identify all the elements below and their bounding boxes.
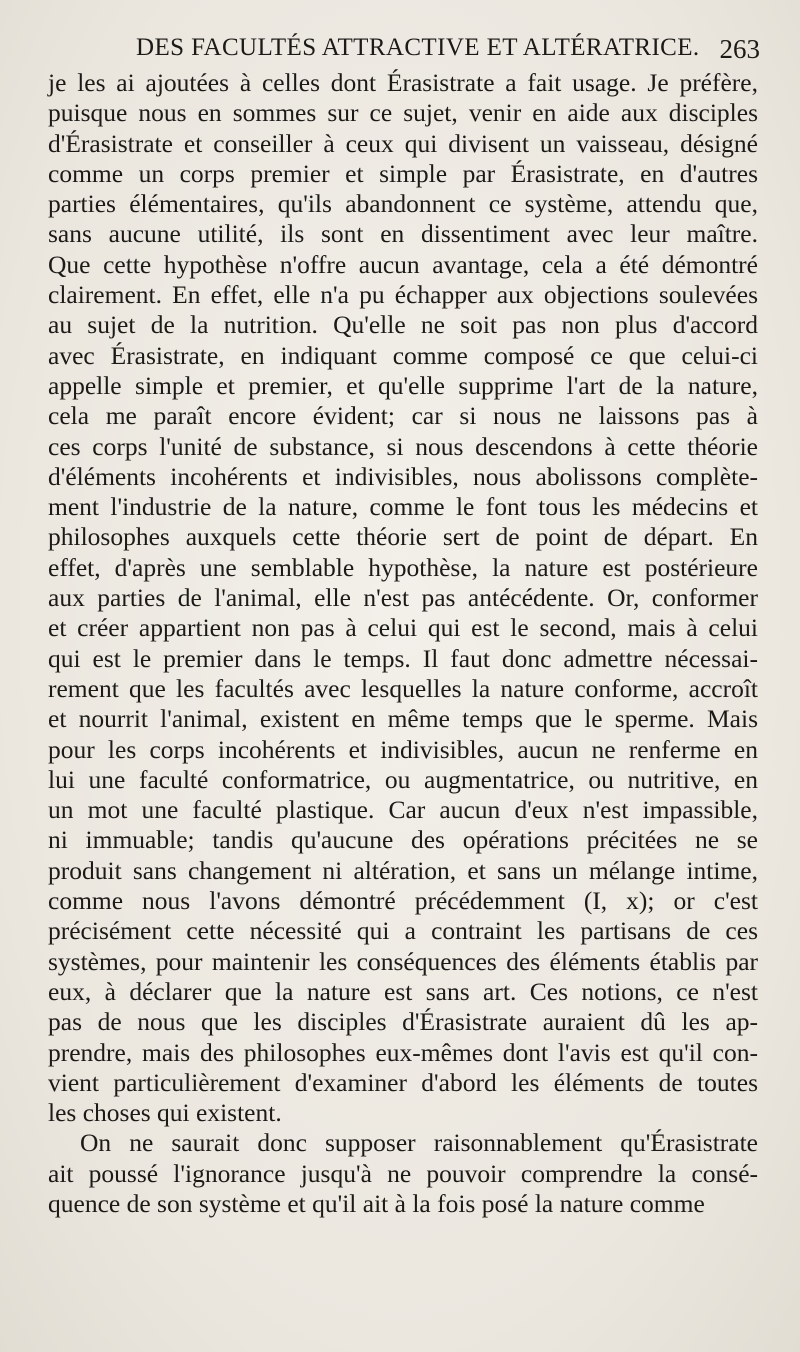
text-line: vient particulièrement d'examiner d'abord les éléments de toutes — [48, 1067, 758, 1097]
text-line: philosophes auxquels cette théorie sert de point de départ. En — [48, 522, 758, 552]
text-line: systèmes, pour maintenir les conséquences des éléments établis par — [48, 946, 758, 976]
text-line: prendre, mais des philosophes eux-mêmes dont l'avis est qu'il con- — [48, 1037, 758, 1067]
page-number: 263 — [719, 34, 760, 64]
text-line: effet, d'après une semblable hypothèse, la nature est postérieure — [48, 552, 758, 582]
text-line: lui une faculté conformatrice, ou augmentatrice, ou nutritive, en — [48, 764, 758, 794]
text-line: un mot une faculté plastique. Car aucun d'eux n'est impassible, — [48, 795, 758, 825]
text-line: et nourrit l'animal, existent en même temps que le sperme. Mais — [48, 704, 758, 734]
text-line: ment l'industrie de la nature, comme le font tous les médecins et — [48, 492, 758, 522]
text-line: quence de son système et qu'il ait à la fois posé la nature comme — [48, 1188, 705, 1218]
text-line: Que cette hypothèse n'offre aucun avantage, cela a été démontré — [48, 249, 758, 279]
text-line: sans aucune utilité, ils sont en dissentiment avec leur maître. — [48, 219, 758, 249]
text-line: pas de nous que les disciples d'Érasistrate auraient dû les ap- — [48, 1007, 758, 1037]
text-line: précisément cette nécessité qui a contraint les partisans de ces — [48, 916, 758, 946]
text-line: comme un corps premier et simple par Érasistrate, en d'autres — [48, 158, 758, 188]
text-line: pour les corps incohérents et indivisibles, aucun ne renferme en — [48, 734, 758, 764]
text-line: aux parties de l'animal, elle n'est pas antécédente. Or, conformer — [48, 583, 758, 613]
text-line: d'Érasistrate et conseiller à ceux qui divisent un vaisseau, désigné — [48, 128, 758, 158]
text-line: au sujet de la nutrition. Qu'elle ne soit pas non plus d'accord — [48, 310, 758, 340]
text-line: clairement. En effet, elle n'a pu échapper aux objections soulevées — [48, 280, 758, 310]
text-line: qui est le premier dans le temps. Il faut donc admettre nécessai- — [48, 643, 758, 673]
body-text — [48, 68, 758, 1219]
text-line: puisque nous en sommes sur ce sujet, venir en aide aux disciples — [48, 98, 758, 128]
text-line: je les ai ajoutées à celles dont Érasistrate a fait usage. Je préfère, — [48, 68, 758, 97]
text-line: et créer appartient non pas à celui qui est le second, mais à celui — [48, 613, 758, 643]
text-line: parties élémentaires, qu'ils abandonnent ce système, attendu que, — [48, 189, 758, 219]
text-line: eux, à déclarer que la nature est sans art. Ces notions, ce n'est — [48, 976, 758, 1006]
running-title: DES FACULTÉS ATTRACTIVE ET ALTÉRATRICE. — [136, 34, 700, 61]
running-head — [0, 30, 800, 66]
text-line: ces corps l'unité de substance, si nous descendons à cette théorie — [48, 431, 758, 461]
text-line: On ne saurait donc supposer raisonnablement qu'Érasistrate — [80, 1128, 758, 1158]
text-line: appelle simple et premier, et qu'elle supprime l'art de la nature, — [48, 370, 758, 400]
text-line: comme nous l'avons démontré précédemment (I, x); or c'est — [48, 886, 758, 916]
text-line: produit sans changement ni altération, et sans un mélange intime, — [48, 855, 758, 885]
text-line: ni immuable; tandis qu'aucune des opérations précitées ne se — [48, 825, 758, 855]
text-line: les choses qui existent. — [48, 1098, 282, 1128]
text-line: d'éléments incohérents et indivisibles, nous abolissons complète- — [48, 461, 758, 491]
text-line: avec Érasistrate, en indiquant comme composé ce que celui-ci — [48, 340, 758, 370]
text-line: ait poussé l'ignorance jusqu'à ne pouvoir comprendre la consé- — [48, 1158, 758, 1188]
text-line: rement que les facultés avec lesquelles la nature conforme, accroît — [48, 673, 758, 703]
text-line: cela me paraît encore évident; car si nous ne laissons pas à — [48, 401, 758, 431]
